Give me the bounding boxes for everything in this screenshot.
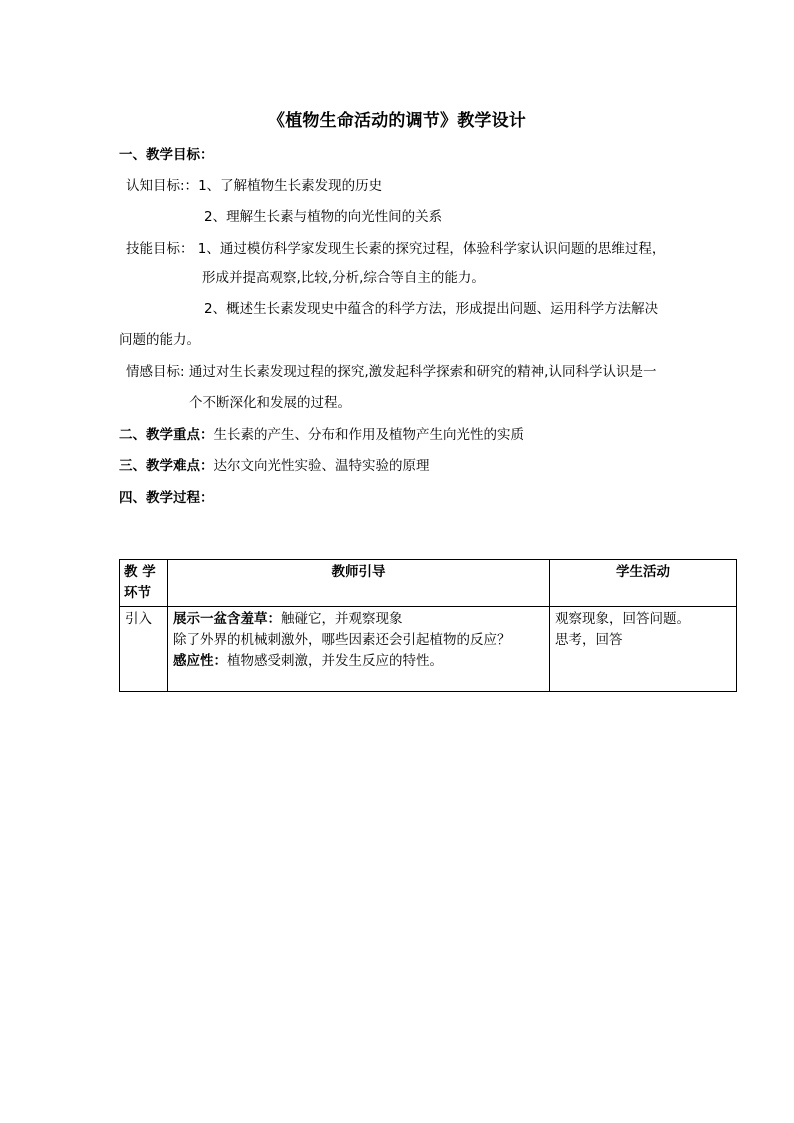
table-row — [120, 607, 737, 692]
teacher-line-1-rest: 触碰它，并观察现象 — [281, 611, 403, 627]
cognitive-item-1: 1、了解植物生长素发现的历史 — [198, 178, 383, 194]
row-student-activity — [550, 607, 737, 692]
row-teacher-guidance — [168, 607, 550, 692]
skill-line-1 — [126, 239, 665, 259]
student-line-2: 思考，回答 — [555, 632, 623, 648]
skill-item-2-cont: 问题的能力。 — [119, 332, 200, 348]
teacher-line-1 — [173, 609, 544, 630]
header-stage-line-2: 环节 — [124, 585, 151, 601]
student-line-1: 观察现象，回答问题。 — [555, 611, 690, 627]
difficulty-text: 达尔文向光性实验、温特实验的原理 — [213, 458, 430, 474]
cognitive-label: 认知目标:： — [126, 178, 199, 194]
teacher-line-2: 除了外界的机械刺激外，哪些因素还会引起植物的反应？ — [173, 632, 511, 648]
skill-item-1-cont: 形成并提高观察,比较,分析,综合等自主的能力。 — [202, 270, 485, 286]
row-stage: 引入 — [120, 607, 168, 692]
emotion-item-1: 通过对生长素发现过程的探究,激发起科学探索和研究的精神,认同科学认识是一 — [188, 364, 657, 380]
objectives-heading: 一、教学目标： — [119, 147, 214, 163]
teaching-process-table — [119, 559, 737, 692]
document-title: 《植物生命活动的调节》教学设计 — [268, 111, 526, 131]
table-header-row — [120, 560, 737, 607]
teacher-line-1-bold: 展示一盆含羞草： — [173, 611, 281, 627]
key-point-text: 生长素的产生、分布和作用及植物产生向光性的实质 — [213, 427, 524, 443]
emotion-label: 情感目标: — [126, 364, 185, 380]
skill-item-1: 1、通过模仿科学家发现生长素的探究过程，体验科学家认识问题的思维过程， — [197, 241, 666, 257]
emotion-item-1-cont: 个不断深化和发展的过程。 — [189, 395, 351, 411]
skill-label: 技能目标： — [126, 241, 194, 257]
header-stage-line-1: 教 学 — [124, 564, 156, 580]
teacher-line-3 — [173, 651, 544, 672]
teacher-line-3-rest: 植物感受刺激，并发生反应的特性。 — [227, 653, 443, 669]
difficulty-heading: 三、教学难点： — [119, 458, 214, 474]
skill-item-2: 2、概述生长素发现史中蕴含的科学方法，形成提出问题、运用科学方法解决 — [204, 301, 659, 317]
emotion-line-1 — [126, 362, 656, 382]
header-teacher-guidance: 教师引导 — [168, 560, 550, 607]
cognitive-line-1 — [126, 176, 382, 196]
key-point-line — [119, 425, 524, 445]
key-point-heading: 二、教学重点： — [119, 427, 214, 443]
header-student-activity: 学生活动 — [550, 560, 737, 607]
cognitive-item-2: 2、理解生长素与植物的向光性间的关系 — [204, 209, 443, 225]
process-heading: 四、教学过程： — [119, 490, 214, 506]
difficulty-line — [119, 456, 430, 476]
header-stage — [120, 560, 168, 607]
teacher-line-3-bold: 感应性： — [173, 653, 227, 669]
